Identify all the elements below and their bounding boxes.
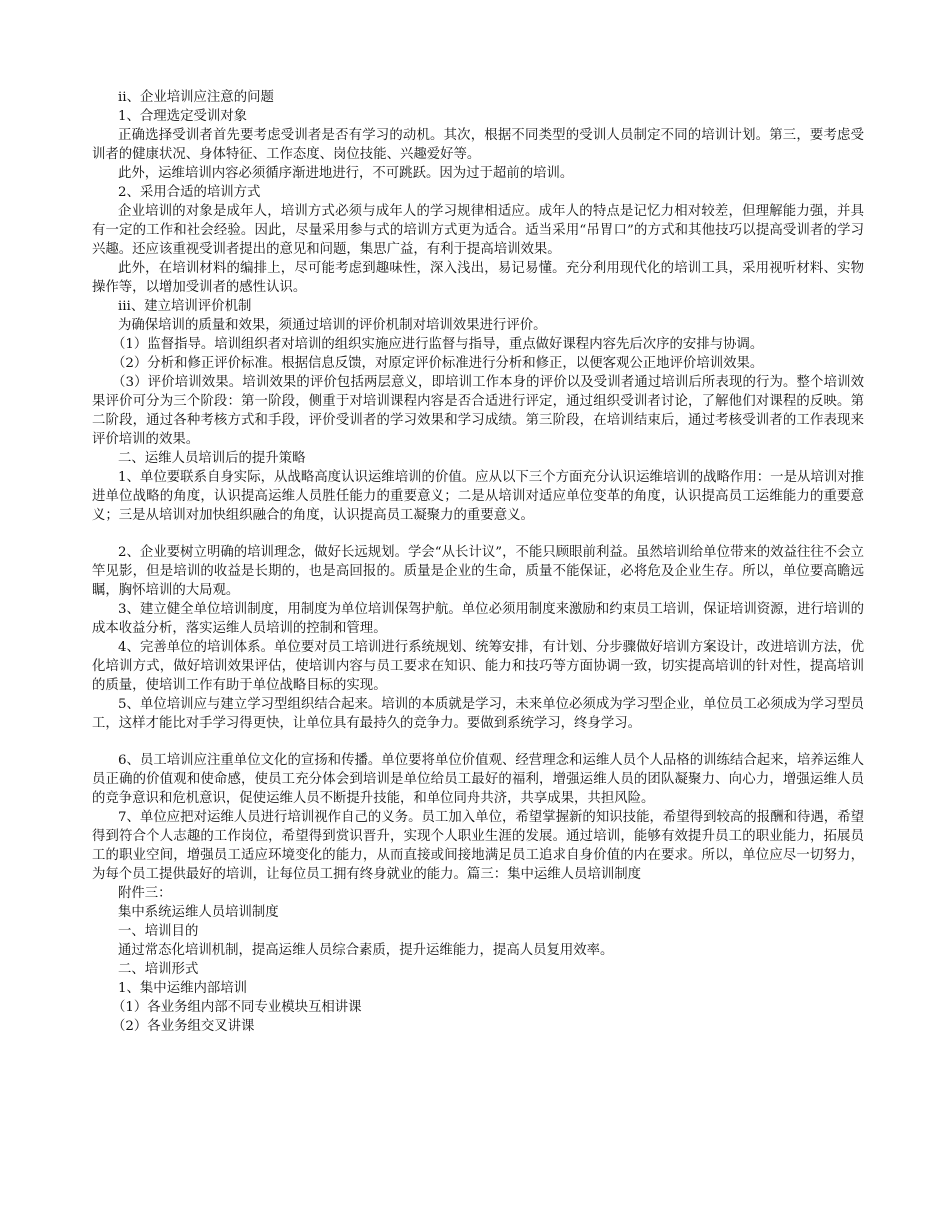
section-heading-strategy: 二、运维人员培训后的提升策略 [118,451,306,466]
strategy-item: 3、建立健全单位培训制度，用制度为单位培训保驾护航。单位必须用制度来激励和约束员工培训，保证培训资源，进行培训的成本收益分析，落实运维人员培训的控制和管理。 [92,602,864,636]
subheading-select-trainees: 1、合理选定受训对象 [118,109,248,124]
list-item: （3）评价培训效果。培训效果的评价包括两层意义，即培训工作本身的评价以及受训者通过培训后所表现的行为。整个培训效果评价可分为三个阶段：第一阶段，侧重于对培训课程内容是否合适进行评定，通过组织受训者讨论，了解他们对课程的反映。第二阶段，通过各种考核方式和手段，评价受训者的学习效果和学习成绩。第三阶段，在培训结束后，通过考核受训者的工作表现来评价培训的效果。 [92,375,864,447]
annex-subheading: 1、集中运维内部培训 [118,981,248,996]
strategy-item: 5、单位培训应与建立学习型组织结合起来。培训的本质就是学习，未来单位必须成为学习型企业，单位员工必须成为学习型员工，这样才能比对手学习得更快，让单位具有最持久的竞争力。要做到系统学习，终身学习。 [92,697,864,731]
paragraph: 为确保培训的质量和效果，须通过培训的评价机制对培训效果进行评价。 [118,318,547,333]
section-heading-ii: ⅱ、企业培训应注意的问题 [118,90,274,105]
paragraph: 通过常态化培训机制，提高运维人员综合素质，提升运维能力，提高人员复用效率。 [118,943,614,958]
list-item: （2）分析和修正评价标准。根据信息反馈，对原定评价标准进行分析和修正，以便客观公正地评价培训效果。 [112,356,764,371]
strategy-item: 7、单位应把对运维人员进行培训视作自己的义务。员工加入单位，希望掌握新的知识技能，希望得到较高的报酬和待遇，希望得到符合个人志趣的工作岗位，希望得到赏识晋升，实现个人职业生涯的发展。通过培训，能够有效提升员工的职业能力，拓展员工的职业空间，增强员工适应环境变化的能力，从而直接或间接地满足员工追求自身价值的内在要求。所以，单位应尽一切努力，为每个员工提供最好的培训，让每位员工拥有终身就业的能力。篇三：集中运维人员培训制度 [92,810,864,882]
list-item: （1）监督指导。培训组织者对培训的组织实施应进行监督与指导，重点做好课程内容先后次序的安排与协调。 [112,337,764,352]
annex-label: 附件三： [118,886,172,901]
subheading-training-method: 2、采用合适的培训方式 [118,185,261,200]
annex-heading: 一、培训目的 [118,924,199,939]
strategy-item: 6、员工培训应注重单位文化的宣扬和传播。单位要将单位价值观、经营理念和运维人员个人品格的训练结合起来，培养运维人员正确的价值观和使命感，使员工充分体会到培训是单位给员工最好的福利，增强运维人员的团队凝聚力、向心力，增强运维人员的竞争意识和危机意识，促使运维人员不断提升技能，和单位同舟共济，共享成果，共担风险。 [92,753,864,806]
spacer [92,733,864,751]
strategy-item: 4、完善单位的培训体系。单位要对员工培训进行系统规划、统筹安排，有计划、分步骤做好培训方案设计，改进培训方法，优化培训方式，做好培训效果评估，使培训内容与员工要求在知识、能力和技巧等方面协调一致，切实提高培训的针对性，提高培训的质量，使培训工作有助于单位战略目标的实现。 [92,640,864,693]
paragraph: 此外，在培训材料的编排上，尽可能考虑到趣味性，深入浅出，易记易懂。充分利用现代化的培训工具，采用视听材料、实物操作等，以增加受训者的感性认识。 [92,261,864,295]
spacer [92,525,864,543]
annex-title: 集中系统运维人员培训制度 [118,905,279,920]
list-item: （1）各业务组内部不同专业模块互相讲课 [112,1000,362,1015]
strategy-item: 1、单位要联系自身实际，从战略高度认识运维培训的价值。应从以下三个方面充分认识运维培训的战略作用：一是从培训对推进单位战略的角度，认识提高运维人员胜任能力的重要意义；二是从培训对适应单位变革的角度，认识提高员工运维能力的重要意义；三是从培训对加快组织融合的角度，认识提高员工凝聚力的重要意义。 [92,470,864,523]
strategy-item: 2、企业要树立明确的培训理念，做好长远规划。学会“从长计议”，不能只顾眼前利益。虽然培训给单位带来的效益往往不会立竿见影，但是培训的收益是长期的，也是高回报的。质量是企业的生命，质量不能保证，必将危及企业生存。所以，单位要高瞻远瞩，胸怀培训的大局观。 [92,545,864,598]
paragraph: 正确选择受训者首先要考虑受训者是否有学习的动机。其次，根据不同类型的受训人员制定不同的培训计划。第三，要考虑受训者的健康状况、身体特征、工作态度、岗位技能、兴趣爱好等。 [92,128,864,162]
list-item: （2）各业务组交叉讲课 [112,1019,255,1034]
annex-heading: 二、培训形式 [118,962,199,977]
paragraph: 此外，运维培训内容必须循序渐进地进行，不可跳跃。因为过于超前的培训。 [118,166,574,181]
section-heading-iii: ⅲ、建立培训评价机制 [118,299,252,314]
paragraph: 企业培训的对象是成年人，培训方式必须与成年人的学习规律相适应。成年人的特点是记忆力相对较差，但理解能力强，并具有一定的工作和社会经验。因此，尽量采用参与式的培训方式更为适合。适当采用“吊胃口”的方式和其他技巧以提高受训者的学习兴趣。还应该重视受训者提出的意见和问题，集思广益，有利于提高培训效果。 [92,204,864,257]
